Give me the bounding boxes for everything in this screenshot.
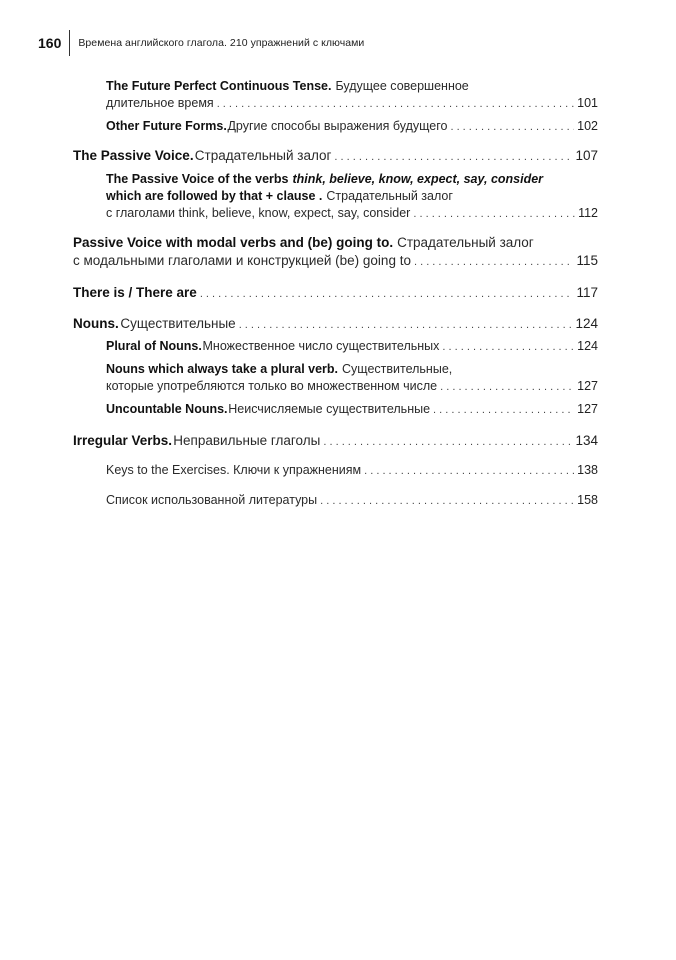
toc-entry-passive-voice-verbs[interactable] xyxy=(106,171,598,223)
dot-leader xyxy=(413,206,575,223)
toc-entry-en-title-line2: which are followed by that + clause . xyxy=(106,189,323,203)
dot-leader xyxy=(364,463,574,480)
dot-leader xyxy=(450,119,574,136)
page-number: 160 xyxy=(38,35,62,51)
toc-page-number: 112 xyxy=(578,206,598,220)
toc-entry-ru-title: Множественное число существительных xyxy=(202,339,440,353)
dot-leader xyxy=(239,316,573,334)
dot-leader xyxy=(217,96,574,113)
toc-entry-en-title: Nouns which always take a plural verb. xyxy=(106,362,339,376)
toc-page-number: 101 xyxy=(577,96,598,110)
dot-leader xyxy=(323,433,572,451)
toc-page-number: 117 xyxy=(576,285,598,300)
toc-entry-ru-title: Страдательный залог xyxy=(194,148,332,163)
toc-page-number: 102 xyxy=(577,119,598,133)
toc-page-number: 115 xyxy=(576,253,598,268)
toc-entry-uncountable-nouns[interactable] xyxy=(106,401,598,419)
toc-page-number: 107 xyxy=(575,148,598,163)
toc-entry-ru-title: Существительные, xyxy=(342,362,453,376)
toc-entry-en-title: Uncountable Nouns. xyxy=(106,402,228,416)
toc-entry-passive-modal[interactable] xyxy=(73,234,598,271)
toc-entry-bibliography[interactable] xyxy=(106,492,598,510)
toc-entry-en-title: The Passive Voice. xyxy=(73,148,194,163)
toc-page-number: 124 xyxy=(577,339,598,353)
dot-leader xyxy=(414,253,574,271)
toc-entry-en-title: Nouns. xyxy=(73,316,119,331)
dot-leader xyxy=(440,379,574,396)
toc-entry-en-title: There is / There are xyxy=(73,285,197,300)
toc-page-number: 134 xyxy=(575,433,598,448)
toc-entry-ru-title: Будущее совершенное xyxy=(335,79,469,93)
toc-entry-en-title: The Future Perfect Continuous Tense. xyxy=(106,79,332,93)
toc-entry-en-italic: think, believe, know, expect, say, consider xyxy=(292,172,544,186)
toc-entry-en-title: Passive Voice with modal verbs and (be) going to. xyxy=(73,235,394,250)
toc-page-number: 124 xyxy=(575,316,598,331)
header-divider xyxy=(69,30,70,56)
toc-entry-ru-title: Существительные xyxy=(120,316,236,331)
dot-leader xyxy=(334,148,572,166)
toc-entry-future-perfect-continuous[interactable] xyxy=(106,78,598,113)
toc-entry-ru-title: Другие способы выражения будущего xyxy=(227,119,448,133)
toc-entry-nouns[interactable] xyxy=(73,315,598,334)
toc-entry-there-is[interactable] xyxy=(73,284,598,303)
toc-entry-ru-title-line2: длительное время xyxy=(106,96,214,110)
toc-entry-ru-title: Неисчисляемые существительные xyxy=(228,402,431,416)
toc-entry-ru-title-line2: которые употребляются только во множественном числе xyxy=(106,379,438,393)
toc-page-number: 138 xyxy=(577,463,598,477)
toc-entry-title: Keys to the Exercises. Ключи к упражнениям xyxy=(106,463,362,477)
toc-page-number: 127 xyxy=(577,379,598,393)
toc-entry-en-title: Plural of Nouns. xyxy=(106,339,202,353)
toc-entry-en-title: The Passive Voice of the verbs xyxy=(106,172,289,186)
dot-leader xyxy=(320,493,574,510)
toc-entry-ru-title-line2: с глаголами think, believe, know, expect, say, consider xyxy=(106,206,411,220)
toc-entry-title: Список использованной литературы xyxy=(106,493,318,507)
dot-leader xyxy=(433,402,574,419)
toc-entry-en-title: Irregular Verbs. xyxy=(73,433,173,448)
toc-entry-ru-title: Неправильные глаголы xyxy=(173,433,321,448)
toc-page-number: 127 xyxy=(577,402,598,416)
toc-entry-nouns-plural-verb[interactable] xyxy=(106,361,598,396)
toc-entry-other-future-forms[interactable] xyxy=(106,118,598,136)
toc-entry-keys[interactable] xyxy=(106,462,598,480)
toc-entry-irregular-verbs[interactable] xyxy=(73,432,598,451)
toc-entry-passive-voice[interactable] xyxy=(73,147,598,166)
toc-entry-plural-of-nouns[interactable] xyxy=(106,338,598,356)
dot-leader xyxy=(200,285,574,303)
toc-entry-ru-title-line2: с модальными глаголами и конструкцией (be) going to xyxy=(73,253,411,268)
dot-leader xyxy=(442,339,574,356)
toc-entry-ru-title: Страдательный залог xyxy=(326,189,453,203)
toc-page-number: 158 xyxy=(577,493,598,507)
toc-entry-ru-title: Страдательный залог xyxy=(397,235,534,250)
page-header xyxy=(38,30,364,56)
toc-entry-en-title: Other Future Forms. xyxy=(106,119,227,133)
running-title: Времена английского глагола. 210 упражнений с ключами xyxy=(78,37,365,49)
